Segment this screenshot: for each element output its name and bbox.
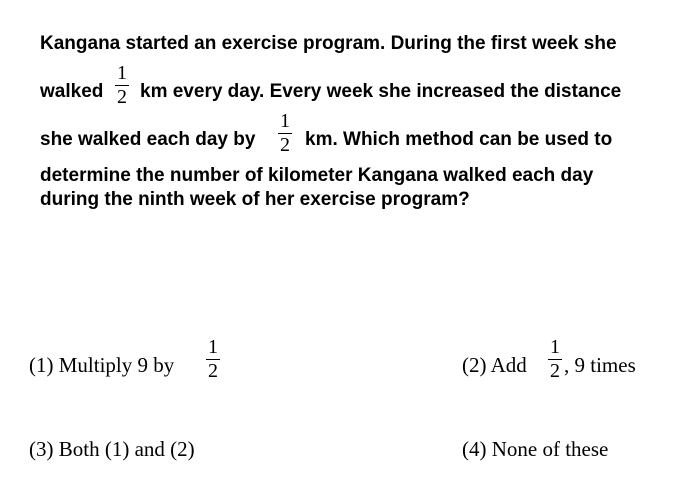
question-line-5: during the ninth week of her exercise program? (40, 189, 470, 210)
fraction-numerator: 1 (117, 62, 127, 84)
question-line-3-end: km. Which method can be used to (305, 129, 613, 150)
fraction-one-half-1 (115, 63, 129, 107)
fraction-one-half-2 (278, 111, 292, 155)
fraction-denominator: 2 (280, 134, 290, 156)
question-line-2-start: walked (40, 81, 104, 102)
option-2-fraction (548, 337, 562, 381)
fraction-numerator: 1 (550, 336, 560, 358)
fraction-numerator: 1 (280, 110, 290, 132)
question-line-1: Kangana started an exercise program. During the first week she (40, 33, 617, 54)
option-1-fraction (206, 337, 220, 381)
fraction-denominator: 2 (550, 360, 560, 382)
option-1-text: (1) Multiply 9 by (29, 353, 175, 377)
option-3-text: (3) Both (1) and (2) (29, 437, 195, 461)
question-line-4: determine the number of kilometer Kangana walked each day (40, 165, 594, 186)
fraction-numerator: 1 (208, 336, 218, 358)
fraction-denominator: 2 (117, 86, 127, 108)
option-2-text-end: , 9 times (564, 353, 636, 377)
option-2-text-start: (2) Add (462, 353, 527, 377)
question-line-3-start: she walked each day by (40, 129, 256, 150)
fraction-denominator: 2 (208, 360, 218, 382)
question-line-2-end: km every day. Every week she increased the distance (140, 81, 622, 102)
option-4-text: (4) None of these (462, 437, 609, 461)
